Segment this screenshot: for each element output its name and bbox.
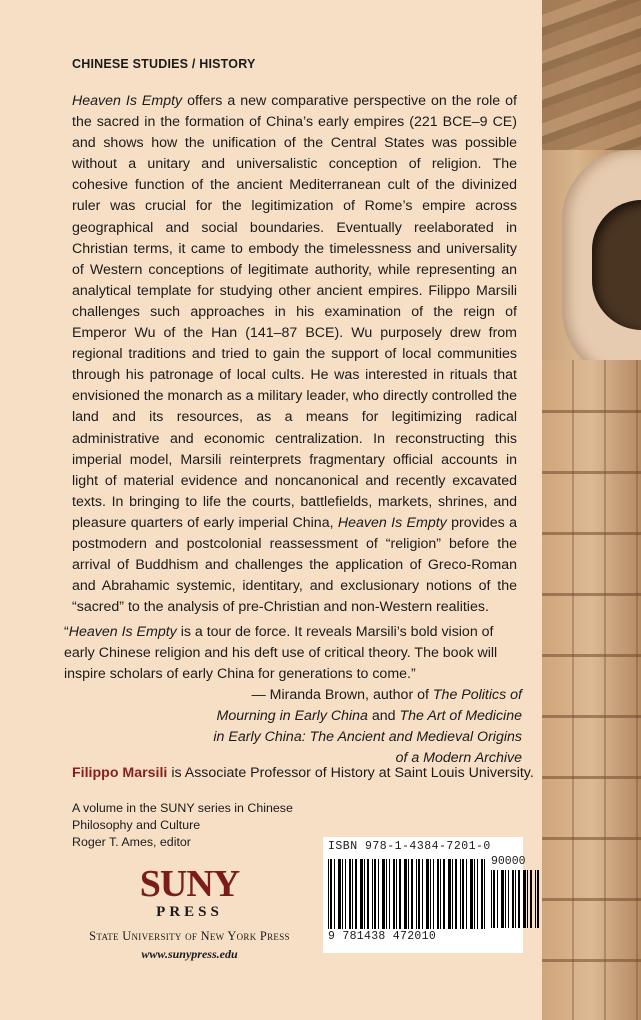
barcode-main-bars: [328, 855, 487, 929]
barcode-bar: [411, 859, 413, 929]
barcode-bar: [386, 859, 387, 929]
barcode-addon-number: 90000: [491, 855, 526, 868]
barcode-bar: [352, 859, 353, 929]
barcode-bar: [460, 859, 461, 929]
barcode-bar: [349, 859, 351, 929]
barcode-bar: [470, 859, 473, 929]
publisher-logo: [72, 865, 307, 962]
barcode-bar: [330, 859, 332, 929]
barcode-bar: [418, 859, 420, 929]
barcode-bar: [535, 870, 536, 928]
book-title: Heaven Is Empty: [72, 93, 183, 109]
barcode-bar: [374, 859, 376, 929]
barcode-bar: [512, 870, 514, 928]
barcode-bar: [342, 859, 343, 929]
barcode-bar: [508, 870, 509, 928]
barcode-bar: [360, 859, 363, 929]
barcode-bar: [437, 859, 439, 929]
barcode-bar: [378, 859, 379, 929]
series-line-1: A volume in the SUNY series in Chinese Philosophy and Culture: [72, 801, 293, 832]
publisher-website: www.sunypress.edu: [141, 947, 238, 961]
barcode-bar: [328, 859, 329, 929]
barcode-bar: [440, 859, 441, 929]
barcode-addon-bars: [491, 868, 541, 928]
barcode-digits: 9 781438 472010: [328, 930, 437, 943]
barcode-bar: [404, 859, 407, 929]
author-name: Filippo Marsili: [72, 765, 168, 781]
barcode-bar: [408, 859, 409, 929]
barcode-bar: [515, 870, 516, 928]
category-label: CHINESE STUDIES / HISTORY: [72, 57, 256, 71]
barcode-bar: [477, 859, 478, 929]
barcode-bar: [497, 870, 498, 928]
quote-text: is a tour de force. It reveals Marsili’s bold vision of early Chinese religion and his deft use of critical theory. The book will inspire scholars of early China for generations to come.”: [64, 624, 498, 683]
barcode-bar: [367, 859, 369, 929]
series-note: [72, 800, 332, 851]
author-bio: [72, 765, 542, 781]
photo-earth-wall: [542, 0, 641, 150]
barcode-bar: [393, 859, 395, 929]
barcode-bar: [462, 859, 464, 929]
attribution-prefix: — Miranda Brown, author of: [251, 687, 433, 703]
barcode-bar: [484, 859, 485, 929]
barcode-bar: [430, 859, 431, 929]
barcode-bar: [455, 859, 457, 929]
barcode-bar: [355, 859, 357, 929]
barcode-bar: [426, 859, 429, 929]
photo-armor-plates: [542, 360, 641, 1020]
barcode-bar: [443, 859, 445, 929]
isbn-label: ISBN 978-1-4384-7201-0: [328, 840, 491, 853]
description-part-1: offers a new comparative perspective on the role of the sacred in the formation of China’s early empires (221 BCE–9 CE) and shows how the unification of the Central States was possible without a unitary and universalistic conception of religion. The cohesive function of the ancient Mediterranean cult of the divinized ruler was crucial for the legitimization of Rome’s empire across geographical and social boundaries. Eventually reelaborated in Christian terms, it came to embody the timelessness and universality of Western conceptions of legitimate authority, while representing an analytical template for studying other ancient empires. Filippo Marsili challenges such approaches in his examination of the reign of Emperor Wu of the Han (141–87 BCE). Wu purposely drew from regional traditions and tried to gain the support of local communities through his patronage of local cults. He was interested in rituals that envisioned the monarch as a military leader, who directly controlled the land and its resources, as a means for legitimizing radical administrative and economic centralization. In reconstructing this imperial model, Marsili reinterprets fragmentary official accounts in light of material evidence and noncanonical and recently excavated texts. In bringing to life the courts, battlefields, markets, shrines, and pleasure quarters of early imperial China,: [72, 93, 517, 531]
attribution-book-2: The Art of Medicine in Early China: The Ancient and Medieval Origins of a Modern Archive: [213, 708, 522, 767]
quote-open-mark: “: [64, 624, 69, 640]
barcode-bar: [466, 859, 467, 929]
book-description: [72, 91, 517, 618]
barcode-bar: [448, 859, 451, 929]
cover-photo-terracotta-warrior: [542, 0, 641, 1020]
suny-logo-text: SUNY: [139, 863, 240, 905]
book-title-2: Heaven Is Empty: [337, 514, 447, 531]
barcode-bar: [382, 859, 385, 929]
attribution-and: and: [367, 708, 400, 725]
quote-book-title: Heaven Is Empty: [68, 624, 177, 640]
endorsement-attribution: [212, 685, 522, 769]
barcode-bar: [372, 859, 373, 929]
barcode-bar: [433, 859, 434, 929]
barcode-bar: [527, 870, 528, 928]
press-logo-text: PRESS: [156, 904, 223, 920]
barcode-bar: [399, 859, 401, 929]
barcode-bar: [530, 870, 532, 928]
barcode-bar: [422, 859, 423, 929]
author-bio-text: is Associate Professor of History at Saint Louis University.: [167, 765, 534, 781]
barcode-bar: [501, 870, 504, 928]
barcode-bar: [481, 859, 483, 929]
barcode-bar: [523, 870, 526, 928]
barcode-bar: [537, 870, 539, 928]
barcode-bar: [416, 859, 417, 929]
barcode-bar: [364, 859, 365, 929]
barcode-bar: [345, 859, 346, 929]
endorsement-quote: [64, 622, 519, 685]
barcode-bar: [334, 859, 335, 929]
barcode-bar: [505, 870, 506, 928]
barcode-bar: [396, 859, 397, 929]
barcode-bar: [452, 859, 453, 929]
barcode-bar: [493, 870, 495, 928]
barcode-bar: [491, 870, 492, 928]
isbn-barcode: [323, 837, 526, 953]
barcode-bar: [518, 870, 520, 928]
barcode-bar: [389, 859, 390, 929]
publisher-name: State University of New York Press: [89, 929, 290, 943]
description-part-2: provides a postmodern and postcolonial reassessment of “religion” before the arrival of Buddhism and challenges the application of Greco-Roman and Abrahamic systemic, identitary, and exclusionary notions of the “sacred” to the analysis of pre-Christian and non-Western realities.: [72, 514, 517, 616]
series-editor: Roger T. Ames, editor: [72, 835, 191, 849]
barcode-bar: [474, 859, 475, 929]
attribution-book-1: The Politics of Mourning in Early China: [216, 687, 522, 725]
barcode-bar: [338, 859, 341, 929]
